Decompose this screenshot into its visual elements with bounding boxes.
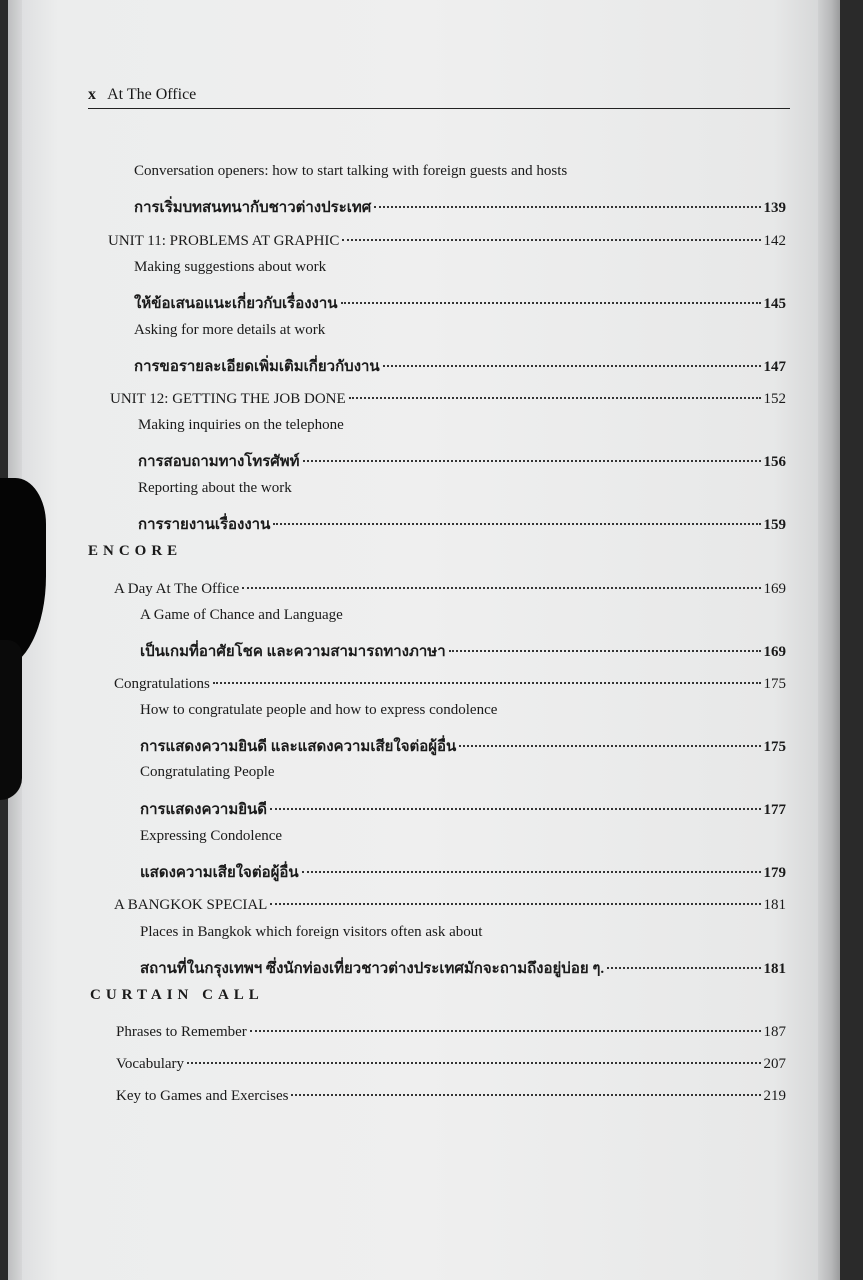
toc-entry: การแสดงความยินดี 177 <box>140 794 786 820</box>
leader-dots <box>242 569 760 589</box>
toc-entry: Vocabulary 207 <box>116 1048 786 1074</box>
toc-entry: การขอรายละเอียดเพิ่มเติมเกี่ยวกับงาน 147 <box>134 351 786 377</box>
toc-entry: Making inquiries on the telephone <box>138 417 344 433</box>
leader-dots <box>273 505 760 525</box>
toc-entry: การเริ่มบทสนทนากับชาวต่างประเทศ 139 <box>134 192 786 218</box>
toc-entry: A Game of Chance and Language <box>140 607 343 623</box>
leader-dots <box>213 664 761 684</box>
toc-entry: Reporting about the work <box>138 480 292 496</box>
leader-dots <box>449 632 761 652</box>
toc-entry: การรายงานเรื่องงาน 159 <box>138 509 786 535</box>
book-page <box>8 0 840 1280</box>
toc-entry: Congratulating People <box>140 764 275 780</box>
toc-entry: Conversation openers: how to start talking with foreign guests and hosts <box>134 163 568 179</box>
running-header <box>88 84 790 109</box>
toc-entry: ให้ข้อเสนอแนะเกี่ยวกับเรื่องงาน 145 <box>134 288 786 314</box>
leader-dots <box>607 949 760 969</box>
page-right-edge <box>818 0 840 1280</box>
leader-dots <box>270 790 760 810</box>
toc-entry: How to congratulate people and how to express condolence <box>140 702 498 718</box>
leader-dots <box>341 284 761 304</box>
toc-entry: A BANGKOK SPECIAL 181 <box>114 889 786 915</box>
toc-entry: A Day At The Office 169 <box>114 573 786 599</box>
toc-entry: Expressing Condolence <box>140 828 283 844</box>
leader-dots <box>349 379 761 399</box>
toc-entry: UNIT 11: PROBLEMS AT GRAPHIC 142 <box>108 225 786 251</box>
toc-entry: การแสดงความยินดี และแสดงความเสียใจต่อผู้อื่น 175 <box>140 731 786 757</box>
thumb-shadow-lower <box>0 640 22 800</box>
toc-entry: สถานที่ในกรุงเทพฯ ซึ่งนักท่องเที่ยวชาวต่างประเทศมักจะถามถึงอยู่บ่อย ๆ. 181 <box>140 953 786 979</box>
header-title: At The Office <box>107 86 197 103</box>
leader-dots <box>374 188 760 208</box>
toc-entry: เป็นเกมที่อาศัยโชค และความสามารถทางภาษา 169 <box>140 636 786 662</box>
leader-dots <box>250 1012 761 1032</box>
leader-dots <box>459 727 760 747</box>
toc-entry: Making suggestions about work <box>134 259 327 275</box>
leader-dots <box>342 221 760 241</box>
toc-entry: Phrases to Remember 187 <box>116 1016 786 1042</box>
section-heading-encore: ENCORE <box>88 543 183 559</box>
toc-entry: UNIT 12: GETTING THE JOB DONE 152 <box>110 383 786 409</box>
leader-dots <box>291 1076 760 1096</box>
leader-dots <box>187 1044 760 1064</box>
section-heading-curtain-call: CURTAIN CALL <box>90 987 264 1003</box>
toc-entry: การสอบถามทางโทรศัพท์ 156 <box>138 446 786 472</box>
toc-entry: Congratulations 175 <box>114 668 786 694</box>
toc-entry: แสดงความเสียใจต่อผู้อื่น 179 <box>140 857 786 883</box>
leader-dots <box>302 853 761 873</box>
leader-dots <box>270 885 760 905</box>
leader-dots <box>383 347 761 367</box>
toc-entry: Key to Games and Exercises 219 <box>116 1080 786 1106</box>
leader-dots <box>303 442 761 462</box>
toc-entry: Asking for more details at work <box>134 322 326 338</box>
header-page-number: x <box>88 86 96 103</box>
toc-entry: Places in Bangkok which foreign visitors often ask about <box>140 924 483 940</box>
